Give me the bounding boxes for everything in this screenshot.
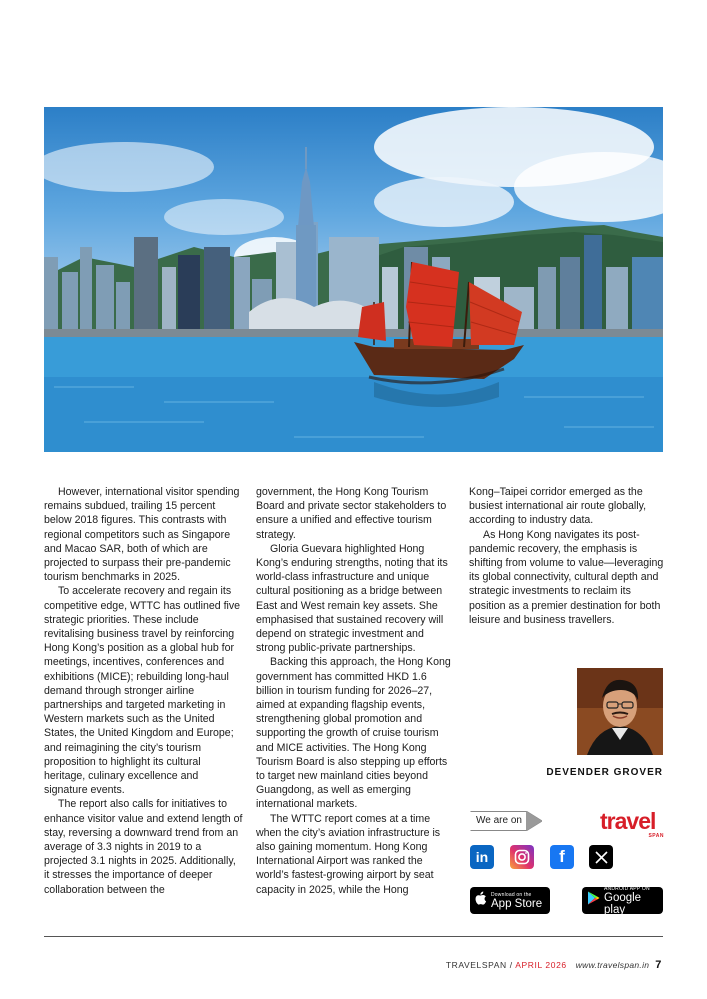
we-are-on-label: We are on xyxy=(470,811,542,831)
footer-divider xyxy=(44,936,663,937)
app-store-small-text: Download on the xyxy=(491,891,532,898)
x-icon[interactable] xyxy=(589,845,613,869)
author-name: DEVENDER GROVER xyxy=(546,767,663,778)
google-play-small-text: ANDROID APP ON xyxy=(604,885,650,892)
apple-icon xyxy=(475,891,487,910)
paragraph: The report also calls for initiatives to enhance visitor value and extend length of stay, reversing a downward trend from an average of 3.3 nights in 2019 to a projected 3.1 nights in 2025. Additionally, it stresses the importance of deeper collaboration between the xyxy=(44,798,243,896)
linkedin-icon[interactable]: in xyxy=(470,845,494,869)
paragraph: As Hong Kong navigates its post-pandemic recovery, the emphasis is shifting from volume to value—leveraging its global connectivity, cultural depth and strategic investments to reclaim its position as a premier destination for both leisure and business travellers. xyxy=(469,528,664,626)
footer-issue: APRIL 2026 xyxy=(515,960,567,970)
instagram-icon[interactable] xyxy=(510,845,534,869)
page-number: 7 xyxy=(655,959,662,971)
paragraph: To accelerate recovery and regain its competitive edge, WTTC has outlined five strategic priorities. These include revitalising business travel by reinforcing Hong Kong’s position as a global hub for meetings, incentives, conferences and exhibitions (MICE); rebuilding long-haul demand through stronger airline partnerships and targeted marketing in Western markets such as the United States, the United Kingdom and Europe; and reimagining the city’s tourism proposition to highlight its cultural heritage, culinary excellence and signature events. xyxy=(44,585,241,797)
paragraph: Gloria Guevara highlighted Hong Kong’s enduring strengths, noting that its world-class infrastructure and unique cultural positioning as a bridge between East and West remain key assets. She emphasised that sustained recovery will depend on strategic investment and strong public-private partnerships. xyxy=(256,542,448,655)
article-column-1 xyxy=(44,485,244,897)
logo-sub: SPAN xyxy=(648,833,664,839)
travelspan-logo[interactable] xyxy=(600,810,664,840)
footer-magazine: TRAVELSPAN xyxy=(445,960,507,970)
paragraph: The WTTC report comes at a time when the city’s aviation infrastructure is also gaining momentum. Hong Kong International Airport was ranked the world’s fastest-growing airport by seat capacity in 2025, while the Hong xyxy=(256,812,441,896)
paragraph: government, the Hong Kong Tourism Board and private sector stakeholders to ensure a unified and effective tourism strategy. xyxy=(256,486,447,541)
paragraph: Backing this approach, the Hong Kong government has committed HKD 1.6 billion in tourism funding for 2026–27, aimed at expanding flagship events, strengthening global promotion and supporting the growth of cruise tourism and MICE activities. The Hong Kong Tourism Board is also stepping up efforts to target new mainland cities beyond Guangdong, as well as emerging international markets. xyxy=(256,656,451,811)
google-play-icon xyxy=(587,891,600,910)
article-column-3 xyxy=(469,485,665,627)
paragraph: However, international visitor spending remains subdued, trailing 15 percent below 2018 figures. This contrasts with regional competitors such as Singapore and Macao SAR, both of which are projected to surpass their pre-pandemic tourism benchmarks in 2025. xyxy=(44,486,240,584)
paragraph: Kong–Taipei corridor emerged as the busiest international air route globally, according to industry data. xyxy=(469,486,647,527)
hero-photo-victoria-harbour xyxy=(44,107,663,452)
app-store-big-text: App Store xyxy=(491,897,543,910)
logo-word: travel xyxy=(600,808,656,834)
google-play-badge[interactable] xyxy=(582,887,663,914)
facebook-icon[interactable]: f xyxy=(550,845,574,869)
google-play-big-text: Google play xyxy=(604,891,642,916)
app-store-badge[interactable] xyxy=(470,887,550,914)
author-photo xyxy=(577,668,663,755)
page-footer xyxy=(446,959,662,971)
footer-separator: / xyxy=(509,960,513,970)
article-column-2 xyxy=(256,485,455,897)
footer-website[interactable]: www.travelspan.in xyxy=(575,960,650,970)
